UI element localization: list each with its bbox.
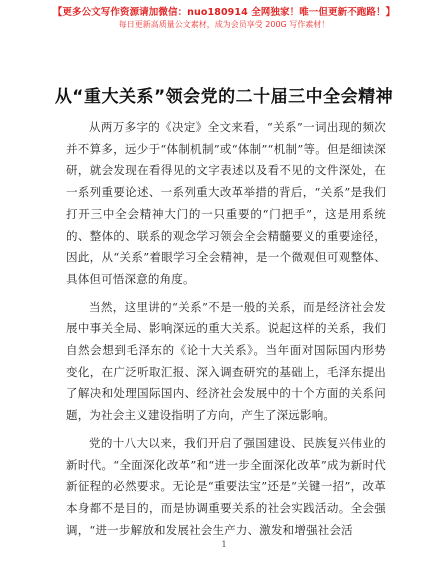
document-body <box>66 117 386 547</box>
promo-banner <box>0 6 448 31</box>
paragraph-1: 从两万多字的《决定》全文来看，“关系”一词出现的频次并不算多，远少于“体制机制”或“体制”“机制”等。但是细读深研，就会发现在看得见的文字表述以及看不见的文件深处，在一系列重要论述、一系列重大改革举措的背后，“关系”是我们打开三中全会精神大门的一只重要的“门把手”，这是用系统的、整体的、联系的观念学习领会全会精髓要义的重要途径，因此，从“关系”着眼学习全会精神，是一个微观但可观整体、具体但可悟深意的角度。 <box>66 120 386 286</box>
paragraph-3: 党的十八大以来，我们开启了强国建设、民族复兴伟业的新时代。“全面深化改革”和“进一步全面深化改革”成为新时代新征程的必然要求。无论是“重要法宝”还是“关键一招”，改革本身都不是目的，而是协调重要关系的社会实践活动。全会强调，“进一步解放和发展社会生产力、激发和增强社会活 <box>66 435 386 537</box>
promo-banner-line-1: 【更多公文写作资源请加微信：nuo180914 全网独家！唯一但更新不跑路！】 <box>52 7 396 18</box>
promo-banner-line-2: 每日更新高质量公文素材，成为会员享受 200G 写作素材！ <box>118 20 330 29</box>
paragraph-2: 当然，这里讲的“关系”不是一般的关系，而是经济社会发展中事关全局、影响深远的重大关系。说起这样的关系，我们自然会想到毛泽东的《论十大关系》。当年面对国际国内形势变化，在广泛听取汇报、深入调查研究的基础上，毛泽东提出了解决和处理国际国内、经济社会发展中的十个方面的关系问题，为社会主义建设指明了方向，产生了深远影响。 <box>66 299 386 423</box>
document-title: 从“重大关系”领会党的二十届三中全会精神 <box>54 87 394 107</box>
page-number: 1 <box>221 540 227 549</box>
